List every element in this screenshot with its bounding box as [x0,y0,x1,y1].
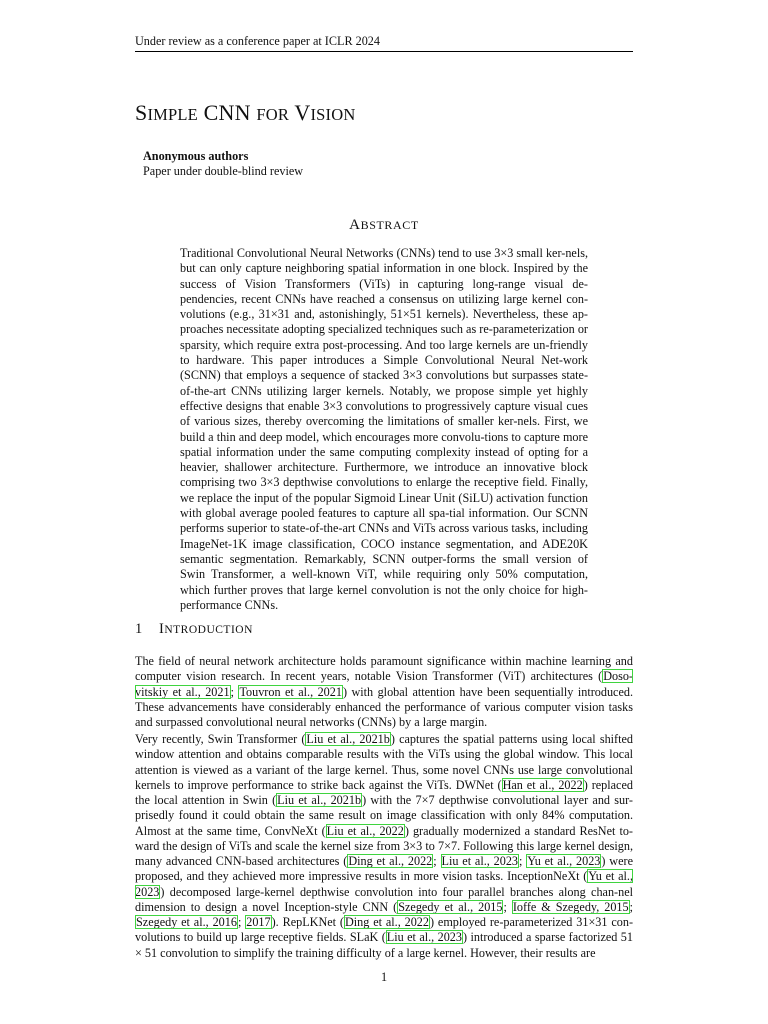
citation-link[interactable]: 2017 [246,915,271,929]
citation-link[interactable]: Ding et al., 2022 [344,915,429,929]
section-heading-introduction [135,620,253,639]
title-part: ISION [310,105,356,124]
citation-link[interactable]: Doso-vitskiy et al., 2021 [135,669,633,699]
text-run: ; [629,899,633,914]
intro-paragraph-2 [135,732,633,961]
text-run: ) employed re-parameterized 31×31 con-volutions to build up large receptive fields. SLaK ( [135,915,634,945]
citation-link[interactable]: Szegedy et al., 2015 [398,899,503,914]
citation-link[interactable]: Liu et al., 2023 [386,930,462,945]
paper-title [135,100,355,128]
text-run: ) introduced a sparse factorized 51 × 51 convolution to simplify the training difficulty of a large kernel. However, their results are [135,930,633,960]
heading-part: A [349,217,361,233]
intro-paragraph-1 [135,654,633,730]
title-part: V [289,100,311,125]
heading-part: NTRODUCTION [164,624,253,636]
citation-link[interactable]: Liu et al., 2021b [306,732,390,746]
running-header: Under review as a conference paper at ICLR 2024 [135,34,633,52]
page-number: 1 [380,970,388,984]
citation-link[interactable]: Liu et al., 2021b [277,793,362,807]
citation-link[interactable]: Yu et al., 2023 [527,854,601,868]
title-part: IMPLE [147,105,198,124]
heading-part: I [159,621,165,637]
citation-link[interactable]: Han et al., 2022 [502,777,583,792]
text-run: ) gradually modernized a standard ResNet to-ward the design of ViTs and scale the kernel size from 3×3 to 7×7. Following this large kernel design, many advanced CNN-based architectures ( [135,823,633,868]
citation-link[interactable]: Liu et al., 2022 [326,823,404,838]
text-run: ) decomposed large-kernel depthwise convolution into four parallel branches along chan-nel dimension to design a novel Inception-style CNN ( [135,884,633,914]
abstract-heading [0,216,768,234]
text-run: ) were proposed, and they achieved more impressive results in more vision tasks. InceptionNeXt ( [135,854,633,884]
author-note: Paper under double-blind review [143,164,304,178]
citation-link[interactable]: Ding et al., 2022 [348,854,433,868]
text-run: ; [519,854,527,868]
author-name: Anonymous authors [143,149,249,163]
citation-link[interactable]: Yu et al., 2023 [135,869,633,899]
text-run: ) with the 7×7 depthwise convolutional layer and sur-prisedly found it could obtain the same result on image classification with only 84% computation. Almost at the same time, ConvNeXt ( [135,793,633,838]
author-block [143,149,303,179]
title-part: S [135,100,148,125]
text-run: ) replaced the local attention in Swin ( [135,777,633,807]
text-run: ; [237,915,246,929]
title-part: CNN [197,100,257,125]
citation-link[interactable]: Liu et al., 2023 [441,854,519,868]
abstract-text: Traditional Convolutional Neural Networks (CNNs) tend to use 3×3 small ker-nels, but can only capture neighboring spatial information in one block. Inspired by the success of Vision Transformers (ViTs) in capturing long-range visual de-pendencies, recent CNNs have reached a consensus on utilizing large kernel con-volutions (e.g., 31×31 and, astonishingly, 51×51 kernels). Nevertheless, these ap-proaches necessitate adopting specialized techniques such as re-parameterization or sparsity, which require extra post-processing. And too large kernels are un-friendly to hardware. This paper introduces a Simple Convolutional Neural Net-work (SCNN) that employs a sequence of stacked 3×3 convolutions but surpasses state-of-the-art CNNs utilizing larger kernels. Notably, we propose simple yet highly effective designs that enable 3×3 convolutions to progressively capture visual cues of various sizes, thereby overcoming the limitations of smaller ker-nels. First, we build a thin and deep model, which encourages more convolu-tions to capture more spatial information under the same computing complexity instead of opting for a heavier, shallower architecture. Furthermore, we introduce an innovative block comprising two 3×3 depthwise convolutions to enlarge the receptive field. Finally, we replace the input of the popular Sigmoid Linear Unit (SiLU) activation function with global average pooled features to capture all spa-tial information. Our SCNN performs superior to state-of-the-art CNNs and ViTs across various tasks, including ImageNet-1K image classification, COCO instance segmentation, and ADE20K semantic segmentation. Remarkably, SCNN outper-forms the small version of Swin Transformer, a well-known ViT, while requiring only 50% computation, which further proves that large kernel convolution is not the only choice for high-performance CNNs. [180,246,588,612]
citation-link[interactable]: Szegedy et al., 2016 [136,915,237,929]
text-run: ) captures the spatial patterns using local shifted window attention and obtains comparable results with the ViTs using the global window. This local attention is viewed as a variant of the large kernel. Thus, some novel CNNs use large convolutional kernels to improve performance to strike back against the ViTs. DWNet ( [135,732,633,792]
citation-link[interactable]: Ioffe & Szegedy, 2015 [512,899,629,914]
text-run: ) with global attention have been sequentially introduced. These advancements have considerably enhanced the performance of various computer vision tasks and surpassed convolutional neural networks (CNNs) by a large margin. [135,684,634,729]
citation-link[interactable]: Touvron et al., 2021 [239,684,342,699]
text-run: ; [433,854,441,868]
text-run: ; [503,899,512,914]
title-part: FOR [256,105,290,124]
text-run: ; [230,684,239,699]
text-run: Very recently, Swin Transformer ( [135,732,306,746]
heading-part: BSTRACT [360,218,419,232]
section-number: 1 [135,621,143,637]
text-run: The field of neural network architecture holds paramount significance within machine learning and computer vision research. In recent years, notable Vision Transformer (ViT) architectures ( [135,654,633,684]
text-run: ). RepLKNet ( [271,915,344,929]
